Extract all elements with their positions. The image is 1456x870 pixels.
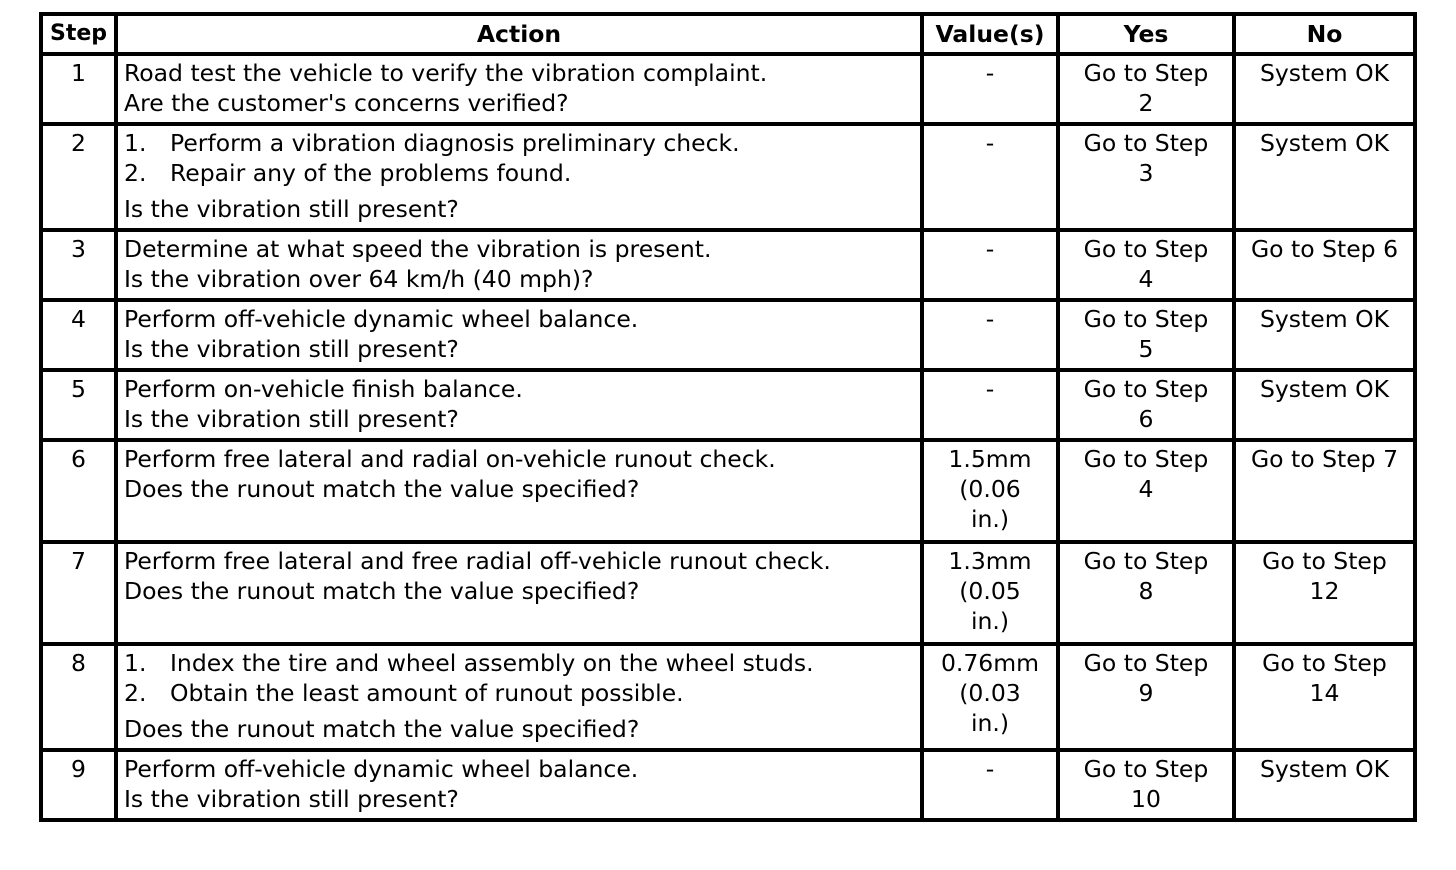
header-values: Value(s) xyxy=(922,14,1058,54)
yes-line: Go to Step xyxy=(1083,235,1209,263)
value-line: - xyxy=(985,755,995,783)
no-line: Go to Step xyxy=(1262,649,1387,677)
value-cell xyxy=(922,300,1058,370)
action-question: Are the customer's concerns verified? xyxy=(124,89,569,117)
action-cell xyxy=(116,750,922,820)
value-cell xyxy=(922,124,1058,230)
action-line: Perform off-vehicle dynamic wheel balance. xyxy=(124,305,639,333)
action-question: Is the vibration still present? xyxy=(124,405,459,433)
action-line: Road test the vehicle to verify the vibration complaint. xyxy=(124,59,768,87)
no-cell xyxy=(1234,644,1415,750)
yes-line: 3 xyxy=(1138,159,1154,187)
value-line: - xyxy=(985,375,995,403)
table-row xyxy=(41,644,1415,750)
value-cell xyxy=(922,370,1058,440)
value-line: 1.3mm xyxy=(948,547,1032,575)
no-cell xyxy=(1234,542,1415,644)
value-line: in.) xyxy=(970,709,1010,737)
value-cell xyxy=(922,440,1058,542)
list-item: 2. Repair any of the problems found. xyxy=(124,159,572,187)
value-line: in.) xyxy=(970,505,1010,533)
no-cell xyxy=(1234,300,1415,370)
value-line: (0.05 xyxy=(959,577,1021,605)
no-line: System OK xyxy=(1259,129,1389,157)
yes-cell xyxy=(1058,300,1234,370)
no-line: System OK xyxy=(1259,755,1389,783)
step-number: 5 xyxy=(41,370,116,440)
yes-line: Go to Step xyxy=(1083,375,1209,403)
value-line: (0.03 xyxy=(959,679,1021,707)
value-line: 0.76mm xyxy=(940,649,1040,677)
value-cell xyxy=(922,644,1058,750)
header-yes: Yes xyxy=(1058,14,1234,54)
action-cell xyxy=(116,230,922,300)
value-line: (0.06 xyxy=(959,475,1021,503)
no-cell xyxy=(1234,750,1415,820)
yes-line: Go to Step xyxy=(1083,129,1209,157)
header-no: No xyxy=(1234,14,1415,54)
value-line: - xyxy=(985,129,995,157)
step-number: 3 xyxy=(41,230,116,300)
action-cell xyxy=(116,54,922,124)
action-question: Does the runout match the value specified? xyxy=(124,715,640,743)
table-row xyxy=(41,440,1415,542)
no-line: Go to Step 6 xyxy=(1250,235,1399,263)
no-cell xyxy=(1234,124,1415,230)
step-number: 4 xyxy=(41,300,116,370)
yes-line: Go to Step xyxy=(1083,649,1209,677)
step-number: 6 xyxy=(41,440,116,542)
step-number: 1 xyxy=(41,54,116,124)
no-line: Go to Step xyxy=(1262,547,1387,575)
table-row xyxy=(41,300,1415,370)
action-list xyxy=(124,128,914,188)
step-number: 8 xyxy=(41,644,116,750)
yes-line: 2 xyxy=(1138,89,1154,117)
yes-cell xyxy=(1058,440,1234,542)
list-item: 1. Index the tire and wheel assembly on the wheel studs. xyxy=(124,649,814,677)
value-cell xyxy=(922,230,1058,300)
yes-line: Go to Step xyxy=(1083,59,1209,87)
action-cell xyxy=(116,644,922,750)
yes-line: Go to Step xyxy=(1083,547,1209,575)
step-number: 2 xyxy=(41,124,116,230)
no-line: Go to Step 7 xyxy=(1250,445,1399,473)
no-cell xyxy=(1234,370,1415,440)
action-list xyxy=(124,648,914,708)
action-question: Does the runout match the value specified? xyxy=(124,475,640,503)
action-line: Perform on-vehicle finish balance. xyxy=(124,375,523,403)
yes-cell xyxy=(1058,370,1234,440)
yes-line: 4 xyxy=(1138,475,1154,503)
list-item: 1. Perform a vibration diagnosis preliminary check. xyxy=(124,129,740,157)
diagnostic-table xyxy=(39,12,1417,822)
list-item: 2. Obtain the least amount of runout possible. xyxy=(124,679,684,707)
yes-cell xyxy=(1058,54,1234,124)
table-row xyxy=(41,54,1415,124)
value-line: - xyxy=(985,235,995,263)
action-cell xyxy=(116,124,922,230)
action-line: Determine at what speed the vibration is present. xyxy=(124,235,712,263)
yes-cell xyxy=(1058,542,1234,644)
value-cell xyxy=(922,542,1058,644)
yes-line: 4 xyxy=(1138,265,1154,293)
yes-cell xyxy=(1058,124,1234,230)
action-cell xyxy=(116,370,922,440)
step-number: 7 xyxy=(41,542,116,644)
no-cell xyxy=(1234,230,1415,300)
action-question: Is the vibration still present? xyxy=(124,785,459,813)
header-action: Action xyxy=(116,14,922,54)
action-cell xyxy=(116,300,922,370)
yes-line: 10 xyxy=(1131,785,1161,813)
no-line: 12 xyxy=(1309,577,1340,605)
value-line: in.) xyxy=(970,607,1010,635)
value-cell xyxy=(922,54,1058,124)
yes-cell xyxy=(1058,750,1234,820)
yes-line: Go to Step xyxy=(1083,305,1209,333)
action-question: Is the vibration over 64 km/h (40 mph)? xyxy=(124,265,594,293)
table-row xyxy=(41,230,1415,300)
yes-line: 6 xyxy=(1138,405,1154,433)
step-number: 9 xyxy=(41,750,116,820)
value-line: - xyxy=(985,59,995,87)
yes-line: 5 xyxy=(1138,335,1154,363)
yes-line: 8 xyxy=(1138,577,1154,605)
yes-cell xyxy=(1058,644,1234,750)
action-line: Perform free lateral and radial on-vehicle runout check. xyxy=(124,445,776,473)
no-line: System OK xyxy=(1259,305,1389,333)
header-step: Step xyxy=(41,14,116,54)
table-row xyxy=(41,370,1415,440)
action-cell xyxy=(116,440,922,542)
yes-line: Go to Step xyxy=(1083,755,1209,783)
value-line: - xyxy=(985,305,995,333)
no-line: System OK xyxy=(1259,375,1389,403)
action-question: Is the vibration still present? xyxy=(124,335,459,363)
action-line: Perform off-vehicle dynamic wheel balance. xyxy=(124,755,639,783)
action-line: Perform free lateral and free radial off-vehicle runout check. xyxy=(124,547,831,575)
yes-line: Go to Step xyxy=(1083,445,1209,473)
table-row xyxy=(41,542,1415,644)
no-cell xyxy=(1234,440,1415,542)
yes-cell xyxy=(1058,230,1234,300)
no-line: System OK xyxy=(1259,59,1389,87)
table-row xyxy=(41,124,1415,230)
no-cell xyxy=(1234,54,1415,124)
action-question: Does the runout match the value specified? xyxy=(124,577,640,605)
table-row xyxy=(41,750,1415,820)
action-cell xyxy=(116,542,922,644)
value-cell xyxy=(922,750,1058,820)
yes-line: 9 xyxy=(1138,679,1154,707)
no-line: 14 xyxy=(1309,679,1340,707)
value-line: 1.5mm xyxy=(948,445,1032,473)
action-question: Is the vibration still present? xyxy=(124,195,459,223)
header-row xyxy=(41,14,1415,54)
